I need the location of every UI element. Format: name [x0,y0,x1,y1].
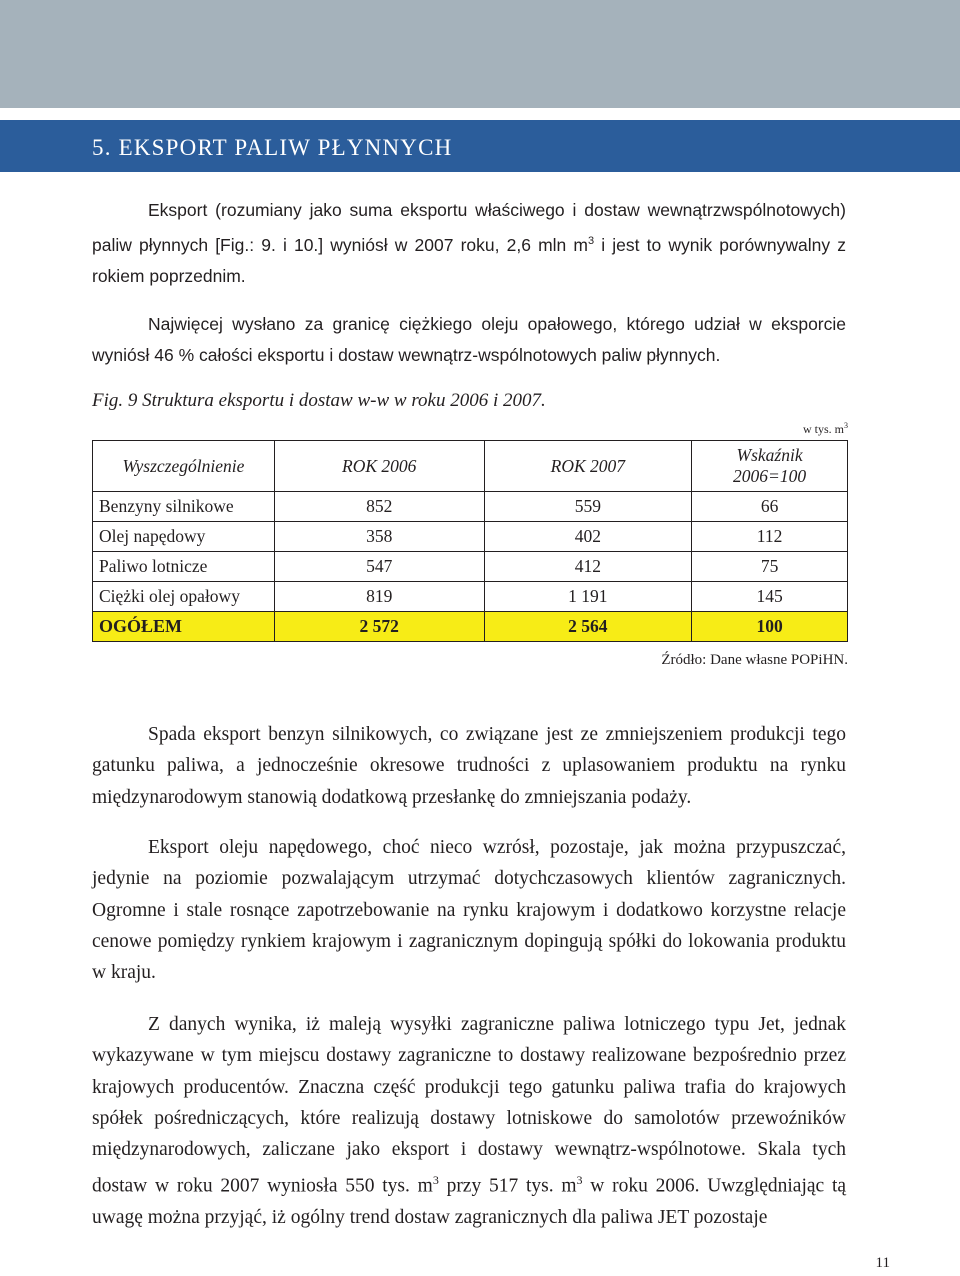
table-row [93,492,848,522]
cell-2006: 358 [274,522,484,552]
cell-index: 112 [692,522,848,552]
table-row [93,582,848,612]
export-table [92,440,848,642]
header-cell-description: Wyszczególnienie [93,441,275,492]
header-cell-2006: ROK 2006 [274,441,484,492]
table-header-row [93,441,848,492]
cell-index: 66 [692,492,848,522]
source-note: Źródło: Dane własne POPiHN. [661,652,848,668]
section-header-bar [0,120,960,172]
unit-superscript: 3 [844,421,848,430]
row-label: Paliwo lotnicze [93,552,275,582]
p1-superscript: 3 [587,235,595,247]
header-cell-index [692,441,848,492]
row-label: Olej napędowy [93,522,275,552]
cell-2006: 819 [274,582,484,612]
row-label: Benzyny silnikowe [93,492,275,522]
cell-2007: 412 [484,552,692,582]
paragraph-jet-fuel [92,1009,846,1234]
cell-2006: 852 [274,492,484,522]
page-number: 11 [875,1255,890,1271]
cell-2007: 559 [484,492,692,522]
unit-label [803,421,848,437]
p5-text-middle: przy 517 tys. m [438,1175,577,1197]
p1-text-end: i jest to wynik porównywalny z rokiem poprzednim. [92,234,846,286]
header-index-label: Wskaźnik [736,445,803,465]
row-label: Ciężki olej opałowy [93,582,275,612]
p5-superscript-2: 3 [576,1173,583,1188]
total-2006: 2 572 [274,612,484,642]
header-cell-2007: ROK 2007 [484,441,692,492]
p5-superscript-1: 3 [432,1173,439,1188]
cell-2006: 547 [274,552,484,582]
table-row [93,522,848,552]
p1-text-start: Eksport (rozumiany jako suma eksportu właściwego i dostaw wewnątrzwspólnotowych) paliw płynnych [Fig.: 9. i 10.] wyniósł w 2007 roku, 2,6 mln m [92,200,846,255]
total-index: 100 [692,612,848,642]
cell-index: 145 [692,582,848,612]
total-2007: 2 564 [484,612,692,642]
figure-caption: Fig. 9 Struktura eksportu i dostaw w-w w roku 2006 i 2007. [92,390,546,411]
cell-index: 75 [692,552,848,582]
top-band [0,0,960,108]
paragraph-diesel: Eksport oleju napędowego, choć nieco wzrósł, pozostaje, jak można przypuszczać, jedynie na poziomie pozwalającym utrzymać dotychczasowych klientów zagranicznych. Ogromne i stale rosnące zapotrzebowanie na rynku krajowym i dodatkowo korzystne relacje cenowe pomiędzy rynkiem krajowym i zagranicznym dopingują spółki do lokowania produktu w kraju. [92,837,846,984]
section-title: 5. EKSPORT PALIW PŁYNNYCH [92,135,453,160]
total-label: OGÓŁEM [93,612,275,642]
unit-text: w tys. m [802,422,844,436]
cell-2007: 402 [484,522,692,552]
paragraph-gasoline: Spada eksport benzyn silnikowych, co związane jest ze zmniejszeniem produkcji tego gatunku paliwa, a jednocześnie okresowe trudności z uplasowaniem produktu na rynku międzynarodowym stanowią dodatkową przesłankę do zmniejszania podaży. [92,724,846,808]
table-total-row [93,612,848,642]
header-index-base: 2006=100 [733,466,807,486]
p5-text-start: Z danych wynika, iż maleją wysyłki zagraniczne paliwa lotniczego typu Jet, jednak wykazywane w tym miejscu dostawy zagraniczne to dostawy realizowane bezpośrednio przez krajowych producentów. Znaczna część produkcji tego gatunku paliwa trafia do krajowych spółek pośredniczących, które realizują dostawy lotniskowe do samolotów przewoźników międzynarodowych, zaliczane jako eksport i dostawy wewnątrz-wspólnotowe. Skala tych dostaw w roku 2007 wyniosła 550 tys. m [92,1014,846,1197]
paragraph-heavy-oil: Najwięcej wysłano za granicę ciężkiego oleju opałowego, którego udział w eksporcie wyniósł 46 % całości eksportu i dostaw wewnątrz-wspólnotowych paliw płynnych. [92,314,846,365]
p5-text-end: w roku 2006. Uwzględniając tą uwagę można przyjąć, iż ogólny trend dostaw zagranicznych dla paliwa JET pozostaje [92,1175,847,1229]
paragraph-export-intro [92,195,846,292]
cell-2007: 1 191 [484,582,692,612]
table-row [93,552,848,582]
